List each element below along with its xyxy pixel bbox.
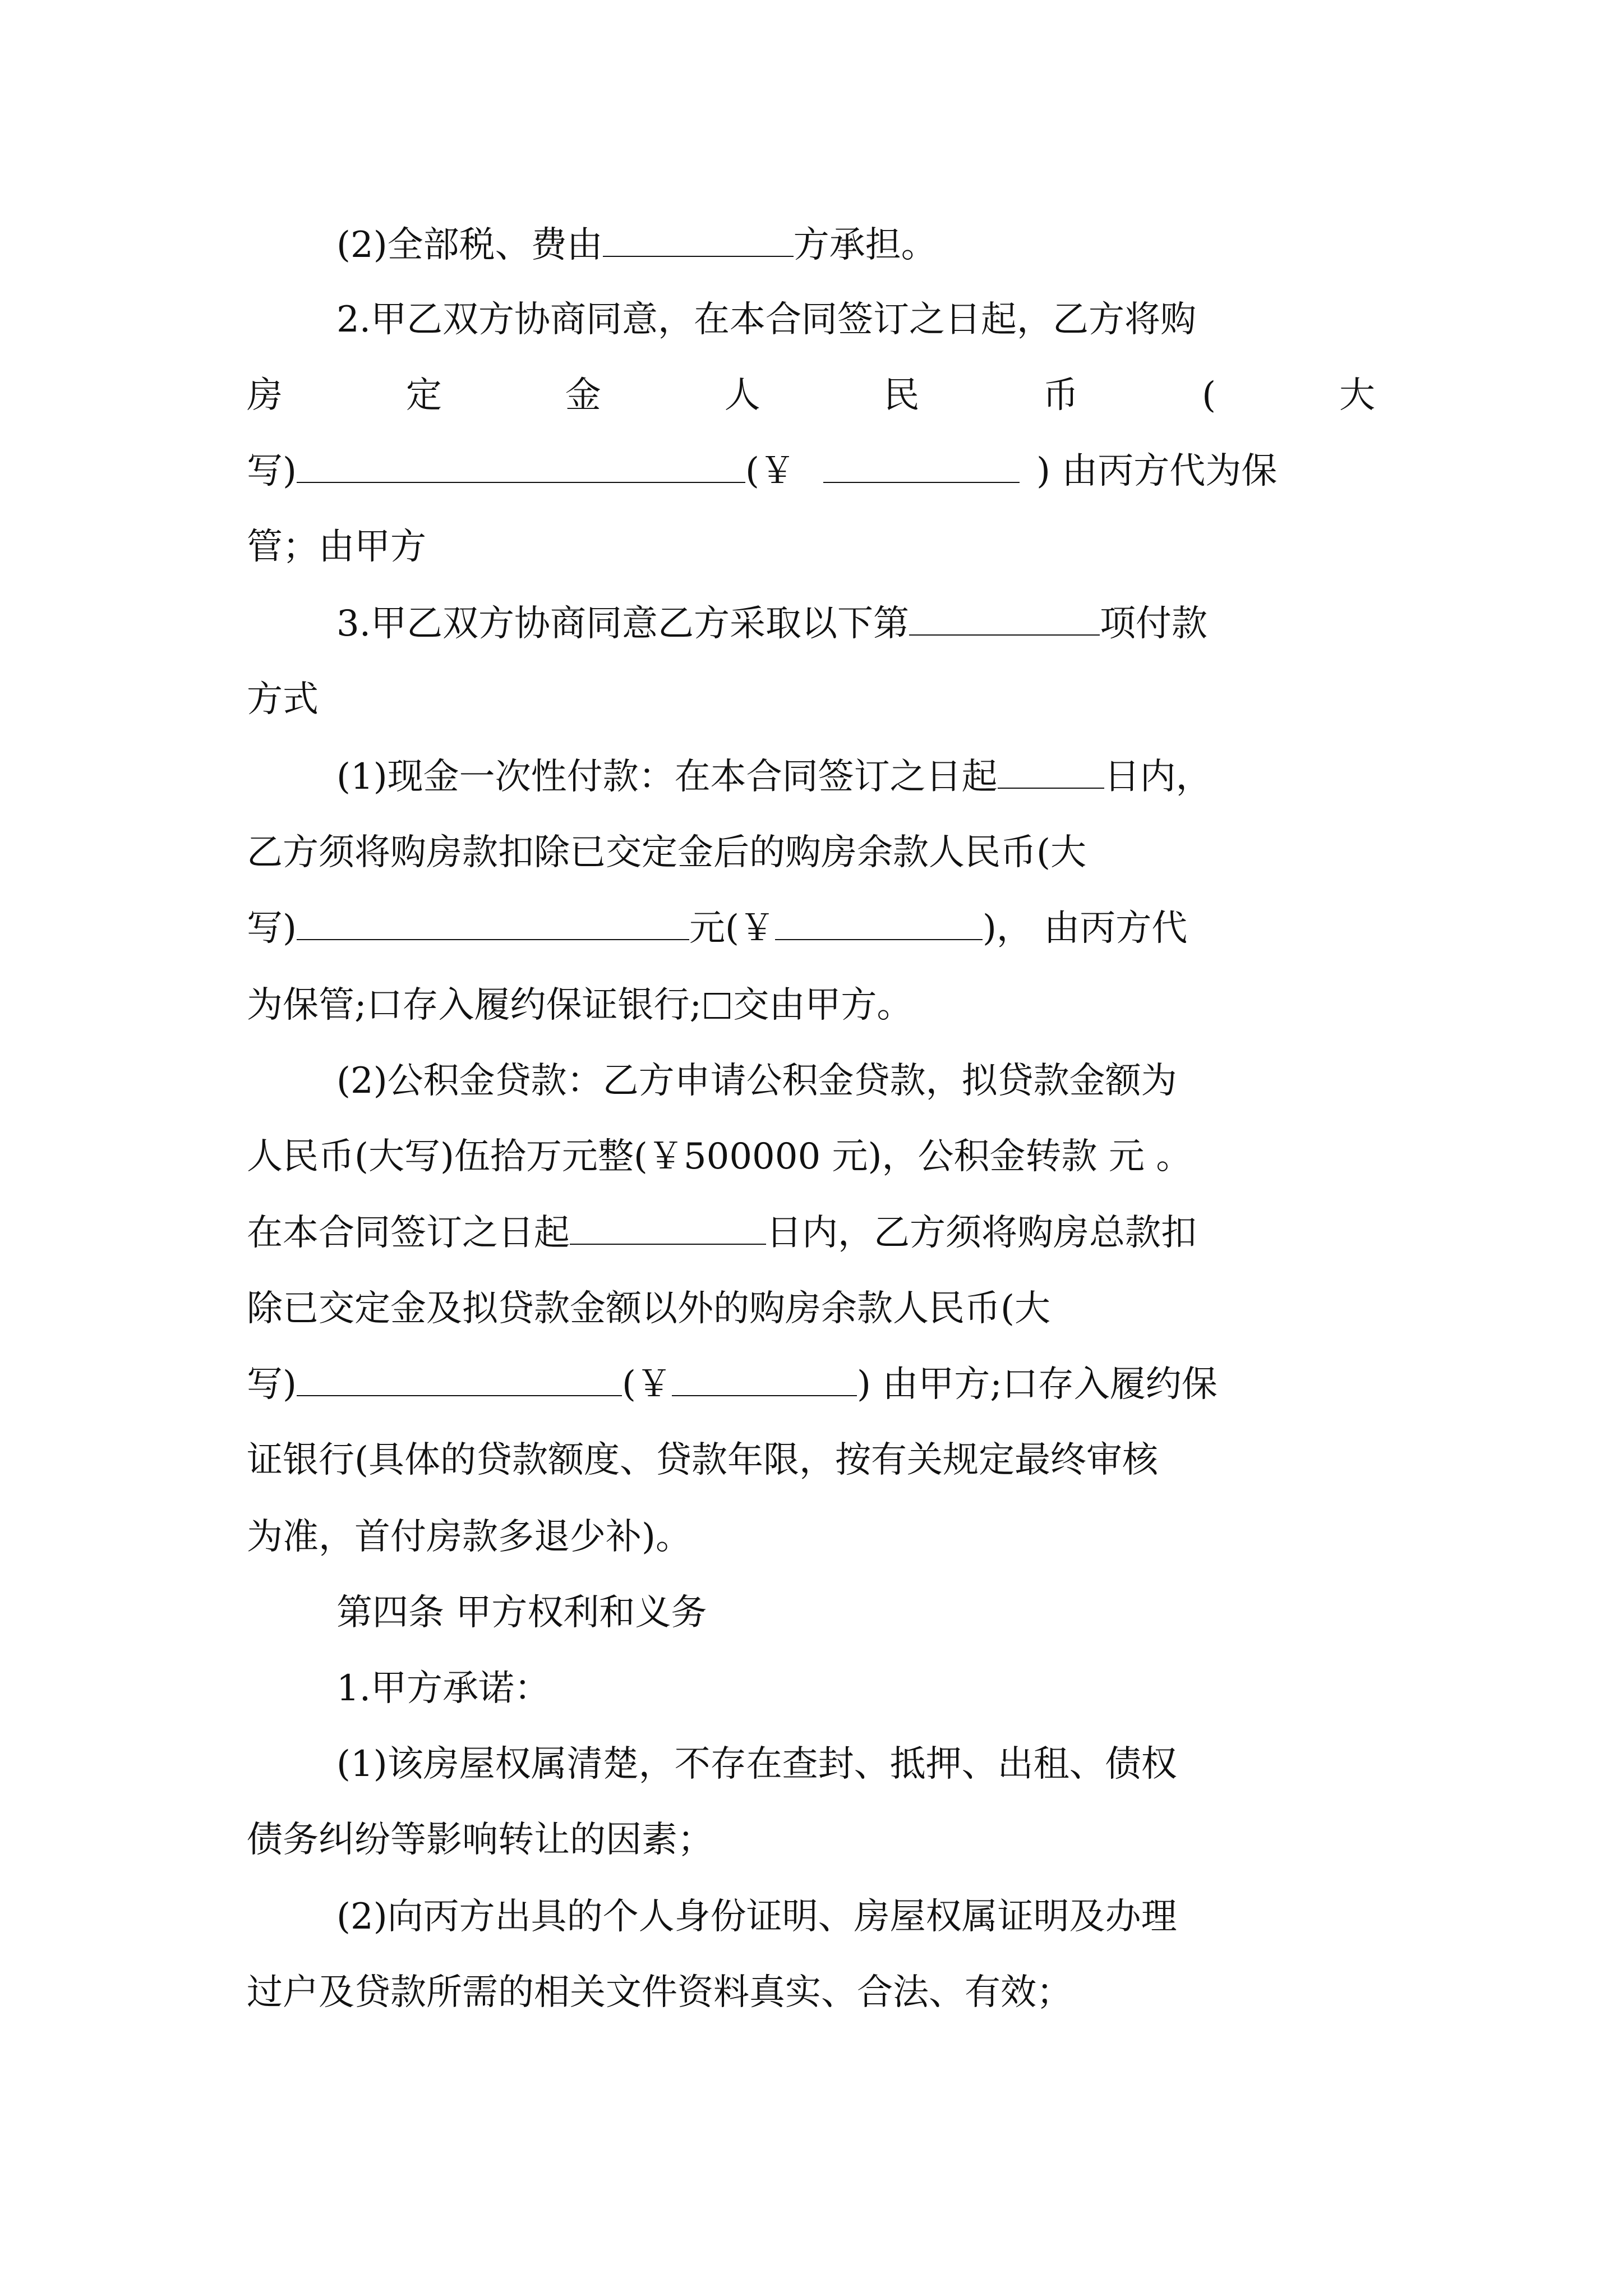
clause-3-1-2: (2)全部税、费由 方承担。 [336, 217, 937, 273]
clause-3-2-line-1: 2.甲乙双方协商同意，在本合同签订之日起，乙方将购 [336, 299, 1197, 341]
clause-3-3-1-line-3: 写) 元(￥ )， 由丙方代 [247, 900, 1187, 956]
clause-3-3-2-line-1: (2)公积金贷款：乙方申请公积金贷款，拟贷款金额为 [336, 1060, 1177, 1102]
clause-3-3-2-line-5: 写) (￥ ) 由甲方;口存入履约保 [247, 1356, 1218, 1412]
clause-3-3-2-line-2: 人民币(大写)伍拾万元整(￥500000 元)，公积金转款 元 。 [247, 1136, 1192, 1177]
clause-4-1-2-line-1: (2)向丙方出具的个人身份证明、房屋权属证明及办理 [336, 1896, 1177, 1938]
clause-3-2-line-4: 管；由甲方 [247, 526, 426, 568]
blank-field [297, 1361, 622, 1396]
blank-field [823, 448, 1020, 483]
blank-field [672, 1361, 857, 1396]
blank-field [998, 753, 1104, 789]
clause-3-3-2-line-4: 除已交定金及拟贷款金额以外的购房余款人民币(大 [247, 1288, 1050, 1329]
blank-field [297, 448, 745, 483]
blank-field [909, 600, 1100, 636]
checkbox-icon [704, 993, 730, 1019]
clause-3-2-line-3: 写) (￥ ) 由丙方代为保 [247, 443, 1277, 499]
clause-4-1-heading: 1.甲方承诺： [336, 1668, 551, 1709]
clause-4-1-1-line-1: (1)该房屋权属清楚，不存在查封、抵押、出租、债权 [336, 1743, 1177, 1785]
blank-field [775, 905, 983, 940]
clause-4-1-1-line-2: 债务纠纷等影响转让的因素； [247, 1819, 713, 1861]
blank-field [297, 905, 689, 940]
clause-3-3-2-line-3: 在本合同签订之日起 日内，乙方须将购房总款扣 [247, 1205, 1197, 1261]
clause-3-3-2-line-6: 证银行(具体的贷款额度、贷款年限，按有关规定最终审核 [247, 1439, 1158, 1481]
clause-3-2-line-2: 房 定 金 人 民 币 ( 大 [247, 375, 1375, 416]
clause-3-3-1-line-1: (1)现金一次性付款：在本合同签订之日起 日内， [336, 749, 1212, 805]
blank-field [570, 1209, 766, 1245]
clause-3-3-1-line-2: 乙方须将购房款扣除已交定金后的购房余款人民币(大 [247, 832, 1086, 873]
clause-4-1-2-line-2: 过户及贷款所需的相关文件资料真实、合法、有效； [247, 1972, 1072, 2013]
clause-3-3-line-1: 3.甲乙双方协商同意乙方采取以下第 项付款 [336, 596, 1207, 652]
clause-3-3-line-2: 方式 [247, 679, 319, 720]
clause-3-3-2-line-7: 为准，首付房款多退少补)。 [247, 1516, 691, 1558]
article-4-heading: 第四条 甲方权利和义务 [336, 1592, 707, 1634]
clause-3-3-1-line-4: 为保管;口存入履约保证银行; 交由甲方。 [247, 984, 913, 1026]
blank-field [603, 222, 794, 257]
